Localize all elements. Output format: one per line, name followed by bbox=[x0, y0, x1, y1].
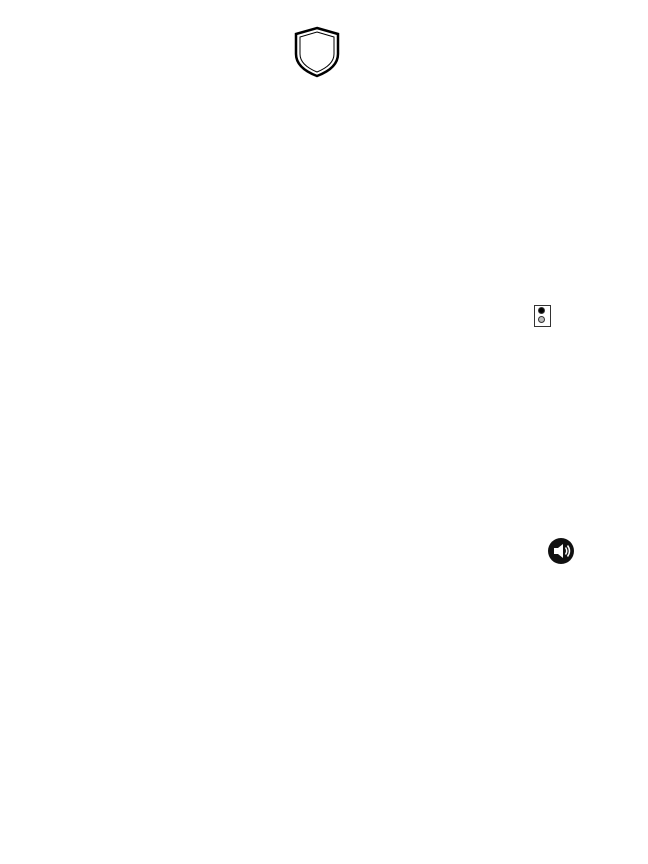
roadmap-badge bbox=[292, 26, 342, 78]
standard-chord-diagrams bbox=[0, 732, 648, 812]
audio-track-icon[interactable] bbox=[547, 537, 575, 565]
more-chord-diagrams bbox=[0, 370, 648, 420]
g-chord-dot-icon bbox=[538, 316, 545, 323]
top-chord-diagrams bbox=[0, 174, 648, 222]
d-chord-dot-icon bbox=[538, 307, 545, 314]
fretboard-legend bbox=[534, 305, 551, 327]
